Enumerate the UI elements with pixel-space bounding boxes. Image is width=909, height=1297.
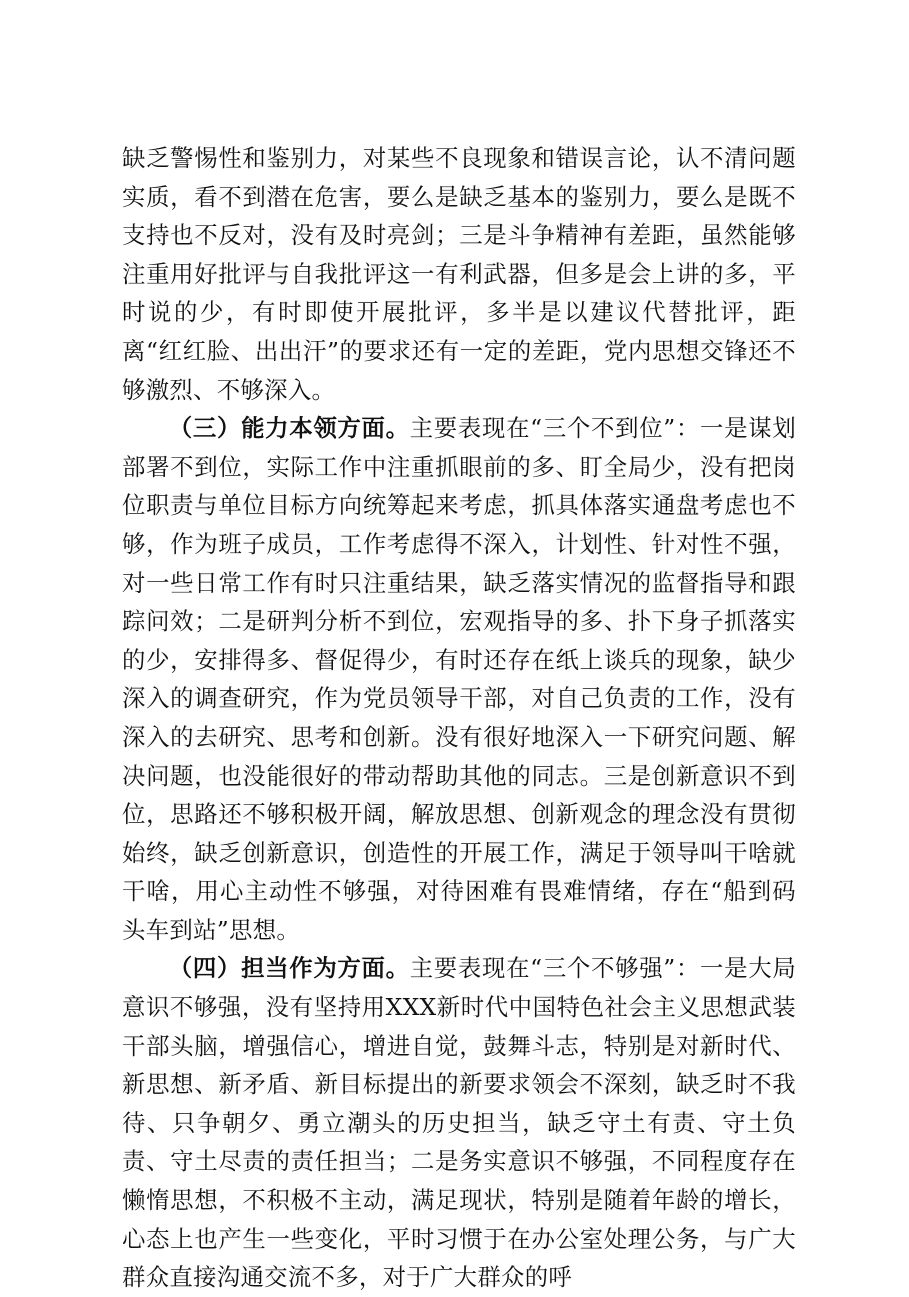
paragraph-ability [122, 409, 796, 949]
document-body [122, 139, 796, 1297]
paragraph-text: 主要表现在“三个不够强”：一是大局意识不够强，没有坚持用XXX新时代中国特色社会主义思想武装干部头脑，增强信心，增进自觉，鼓舞斗志，特别是对新时代、新思想、新矛盾、新目标提出的新要求领会不深刻，缺乏时不我待、只争朝夕、勇立潮头的历史担当，缺乏守土有责、守土负责、守土尽责的责任担当；二是务实意识不够强，不同程度存在懒惰思想，不积极不主动，满足现状，特别是随着年龄的增长，心态上也产生一些变化，平时习惯于在办公室处理公务，与广大群众直接沟通交流不多，对于广大群众的呼 [122, 954, 797, 1292]
paragraph-responsibility [122, 949, 796, 1296]
paragraph-text: 主要表现在“三个不到位”：一是谋划部署不到位，实际工作中注重抓眼前的多、盯全局少，没有把岗位职责与单位目标方向统筹起来考虑，抓具体落实通盘考虑也不够，作为班子成员，工作考虑得不深入，计划性、针对性不强，对一些日常工作有时只注重结果，缺乏落实情况的监督指导和跟踪问效；二是研判分析不到位，宏观指导的多、扑下身子抓落实的少，安排得多、督促得少，有时还存在纸上谈兵的现象，缺少深入的调查研究，作为党员领导干部，对自己负责的工作，没有深入的去研究、思考和创新。没有很好地深入一下研究问题、解决问题，也没能很好的带动帮助其他的同志。三是创新意识不到位，思路还不够积极开阔，解放思想、创新观念的理念没有贯彻始终，缺乏创新意识，创造性的开展工作，满足于领导叫干啥就干啥，用心主动性不够强，对待困难有畏难情绪，存在“船到码头车到站”思想。 [122, 414, 797, 944]
paragraph-continuation [122, 139, 796, 409]
section-heading-ability: （三）能力本领方面。 [168, 414, 410, 443]
paragraph-text: 缺乏警惕性和鉴别力，对某些不良现象和错误言论，认不清问题实质，看不到潜在危害，要么是缺乏基本的鉴别力，要么是既不支持也不反对，没有及时亮剑；三是斗争精神有差距，虽然能够注重用好批评与自我批评这一有利武器，但多是会上讲的多，平时说的少，有时即使开展批评，多半是以建议代替批评，距离“红红脸、出出汗”的要求还有一定的差距，党内思想交锋还不够激烈、不够深入。 [122, 144, 796, 404]
section-heading-responsibility: （四）担当作为方面。 [168, 954, 410, 983]
